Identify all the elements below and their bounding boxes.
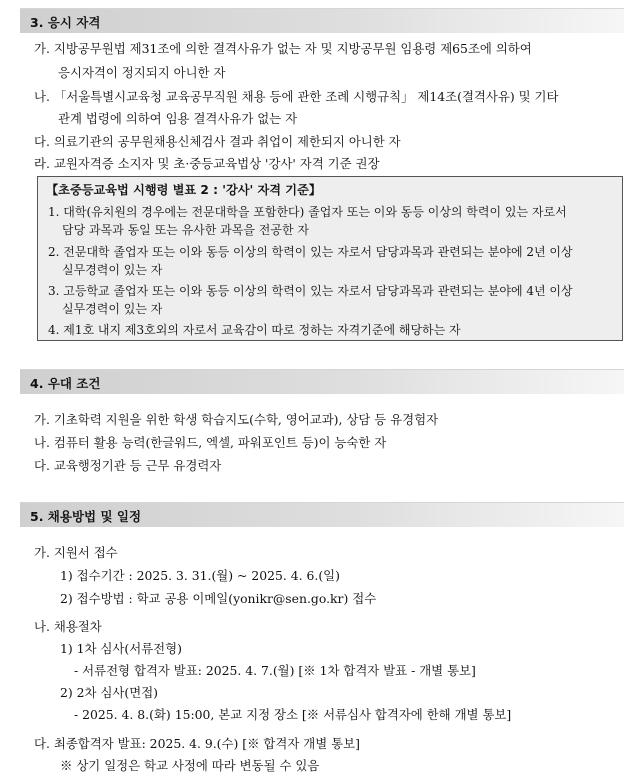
s4-item-na: 나. 컴퓨터 활용 능력(한글워드, 엑셀, 파워포인트 등)이 능숙한 자 [34,435,387,450]
s3-item-na-cont: 관계 법령에 의하여 임용 결격사유가 없는 자 [58,111,298,126]
s5-na-step2: 2) 2차 심사(면접) [60,685,158,700]
section5-title: 5. 채용방법 및 일정 [30,509,142,524]
s5-ga-method: 2) 접수방법 : 학교 공용 이메일(yonikr@sen.go.kr) 접수 [60,591,377,606]
s5-item-na: 나. 채용절차 [34,619,102,634]
s5-na-step1-detail: - 서류전형 합격자 발표: 2025. 4. 7.(월) [※ 1차 합격자 발표 - 개별 통보] [74,663,476,678]
s5-na-step1: 1) 1차 심사(서류전형) [60,641,182,656]
section5-header [20,502,624,527]
s3-item-ga: 가. 지방공무원법 제31조에 의한 결격사유가 없는 자 및 지방공무원 임용령 제65조에 의하여 [34,41,532,56]
s3-item-na: 나. 「서울특별시교육청 교육공무직원 채용 등에 관한 조례 시행규칙」 제14조(결격사유) 및 기타 [34,89,559,104]
s5-item-da: 다. 최종합격자 발표: 2025. 4. 9.(수) [※ 합격자 개별 통보] [34,736,360,751]
s5-ga-period: 1) 접수기간 : 2025. 3. 31.(월) ~ 2025. 4. 6.(일) [60,568,340,583]
s3-item-da: 다. 의료기관의 공무원채용신체검사 결과 취업이 제한되지 아니한 자 [34,134,401,149]
s5-na-step2-detail: - 2025. 4. 8.(화) 15:00, 본교 지정 장소 [※ 서류심사 합격자에 한해 개별 통보] [74,707,512,722]
s4-item-da: 다. 교육행정기관 등 근무 유경력자 [34,458,222,473]
section4-title: 4. 우대 조건 [30,376,101,391]
s4-item-ga: 가. 기초학력 지원을 위한 학생 학습지도(수학, 영어교과), 상담 등 유경험자 [34,412,439,427]
section3-title: 3. 응시 자격 [30,15,101,30]
criteria-box-title: 【초중등교육법 시행령 별표 2 : '강사' 자격 기준】 [46,183,322,197]
criteria-line-4: 4. 제1호 내지 제3호외의 자로서 교육감이 따로 정하는 자격기준에 해당하는 자 [48,323,461,337]
s3-item-ga-cont: 응시자격이 정지되지 아니한 자 [58,65,226,80]
section4-header [20,369,624,394]
criteria-line-1: 1. 대학(유치원의 경우에는 전문대학을 포함한다) 졸업자 또는 이와 동등 이상의 학력이 있는 자로서 [48,205,567,219]
s5-item-ga: 가. 지원서 접수 [34,545,118,560]
criteria-line-2: 2. 전문대학 졸업자 또는 이와 동등 이상의 학력이 있는 자로서 담당과목과 관련되는 분야에 2년 이상 [48,245,573,259]
criteria-line-3-cont: 실무경력이 있는 자 [62,302,163,316]
section3-header [20,8,624,33]
criteria-line-2-cont: 실무경력이 있는 자 [62,263,163,277]
s3-item-ra: 라. 교원자격증 소지자 및 초·중등교육법상 '강사' 자격 기준 권장 [34,156,380,171]
criteria-box [37,176,623,341]
s5-note: ※ 상기 일정은 학교 사정에 따라 변동될 수 있음 [60,758,320,773]
criteria-line-1-cont: 담당 과목과 동일 또는 유사한 과목을 전공한 자 [62,223,309,237]
criteria-line-3: 3. 고등학교 졸업자 또는 이와 동등 이상의 학력이 있는 자로서 담당과목과 관련되는 분야에 4년 이상 [48,284,573,298]
